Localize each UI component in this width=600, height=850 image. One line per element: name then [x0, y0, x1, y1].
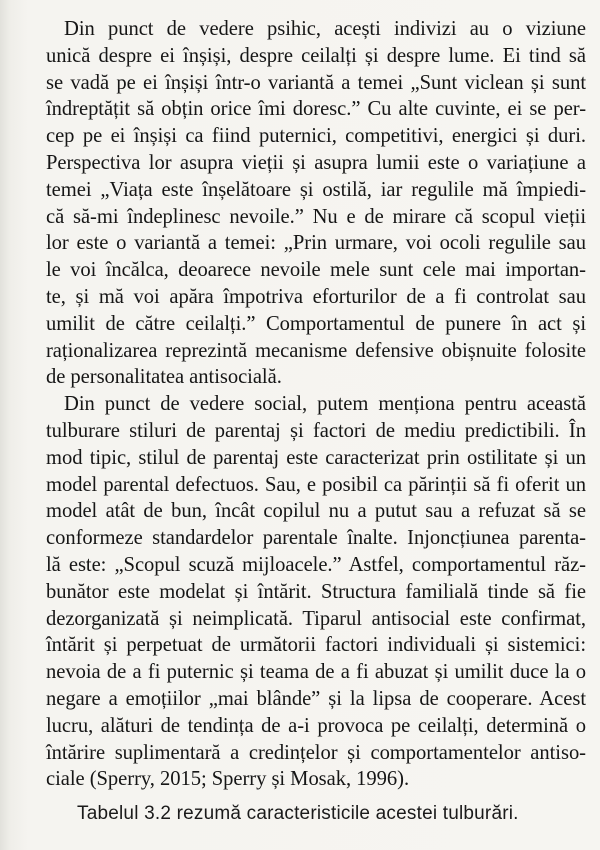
body-text [46, 16, 586, 793]
text-line: nevoia de a fi puternic și teama de a fi abuzat și umilit duce la o [46, 661, 586, 684]
text-line: lucru, alături de tendința de a-i provoca pe ceilalți, determină o [46, 714, 586, 737]
text-line: se vadă pe ei înșiși într-o variantă a temei „Sunt viclean și sunt [46, 71, 586, 94]
text-line: temei „Viața este înșelătoare și ostilă, iar regulile mă împiedi- [46, 178, 586, 201]
text-line: le voi încălca, deoarece nevoile mele sunt cele mai importan- [46, 259, 586, 282]
text-line: bunător este modelat și întărit. Structura familială tinde să fie [46, 580, 586, 603]
text-line: de personalitatea antisocială. [46, 366, 282, 389]
text-line: conformeze standardelor parentale înalte. Injoncțiunea parenta- [46, 527, 586, 550]
text-line: model parental defectuos. Sau, e posibil ca părinții să fi oferit un [46, 473, 586, 496]
text-line: te, și mă voi apăra împotriva eforturilor de a fi controlat sau [46, 285, 586, 308]
text-line: Din punct de vedere psihic, acești indivizi au o viziune [64, 18, 586, 40]
text-line: întărire suplimentară a credințelor și comportamentelor antiso- [46, 741, 586, 764]
text-line: întărit și perpetuat de următorii factori individuali și sistemici: [46, 634, 586, 657]
text-line: unică despre ei înșiși, despre ceilalți și despre lume. Ei tind să [46, 44, 586, 67]
text-line: mod tipic, stilul de parentaj este caracterizat prin ostilitate și un [46, 446, 586, 469]
text-line: lă este: „Scopul scuză mijloacele.” Astfel, comportamentul răz- [46, 553, 586, 576]
text-line: negare a emoțiilor „mai blânde” și la lipsa de cooperare. Acest [46, 687, 586, 710]
text-line: ciale (Sperry, 2015; Sperry și Mosak, 1996). [46, 768, 410, 791]
text-line: că să-mi îndeplinesc nevoile.” Nu e de mirare că scopul vieții [46, 205, 586, 228]
text-line: Din punct de vedere social, putem menționa pentru această [64, 393, 586, 416]
text-line: Perspectiva lor asupra vieții și asupra lumii este o variațiune a [46, 151, 586, 174]
text-line: tulburare stiluri de parentaj și factori de mediu predictibili. În [46, 419, 586, 442]
text-line: dezorganizată și neimplicată. Tiparul antisocial este confirmat, [46, 607, 586, 630]
text-line: umilit de către ceilalți.” Comportamentul de punere în act și [46, 312, 586, 335]
text-line: îndreptățit să obțin orice îmi doresc.” Cu alte cuvinte, ei se per- [46, 98, 586, 121]
text-line: model atât de bun, încât copilul nu a putut sau a refuzat să se [46, 500, 586, 523]
table-caption: Tabelul 3.2 rezumă caracteristicile acestei tulburări. [77, 803, 519, 824]
text-line: raționalizarea reprezintă mecanisme defensive obișnuite folosite [46, 339, 586, 362]
text-line: lor este o variantă a temei: „Prin urmare, voi ocoli regulile sau [46, 232, 586, 255]
text-line: cep pe ei înșiși ca fiind puternici, competitivi, energici și duri. [46, 125, 586, 148]
paragraph-psychological [46, 16, 586, 391]
paragraph-social [46, 391, 586, 793]
